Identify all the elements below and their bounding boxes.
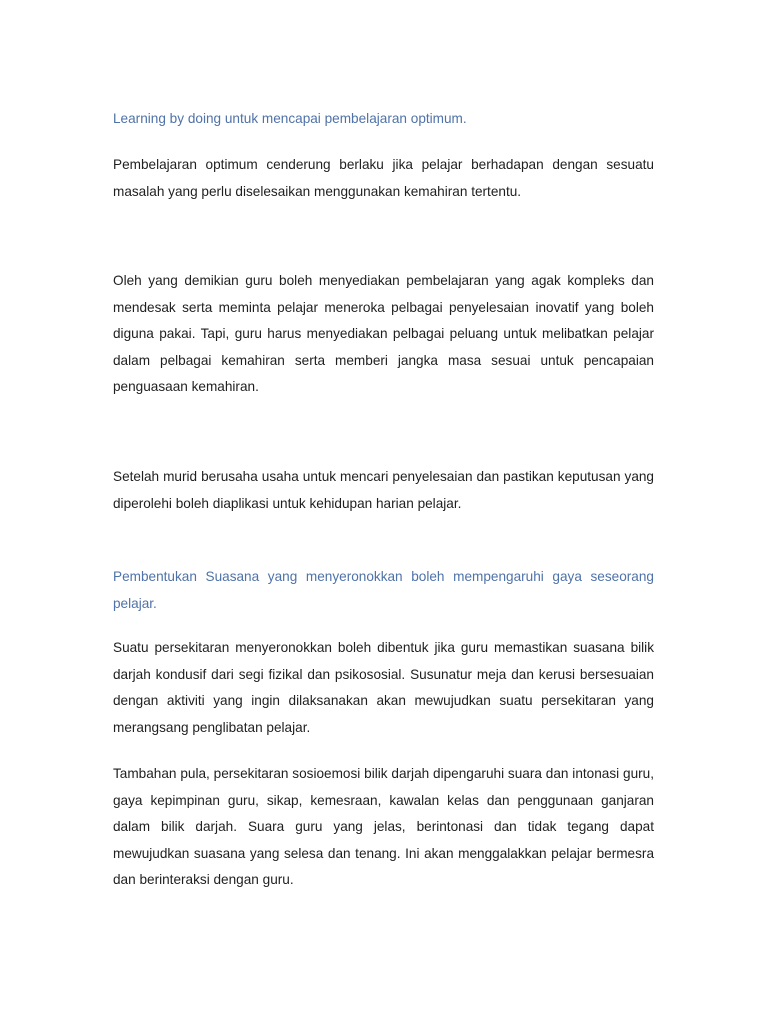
paragraph-oleh-yang-demikian: Oleh yang demikian guru boleh menyediakan pembelajaran yang agak kompleks dan mendesak serta meminta pelajar meneroka pelbagai penyelesaian inovatif yang boleh diguna pakai. Tapi, guru harus menyediakan pelbagai peluang untuk melibatkan pelajar dalam pelbagai kemahiran serta memberi jangka masa sesuai untuk pencapaian penguasaan kemahiran. <box>113 273 654 394</box>
document-page <box>113 0 654 1024</box>
heading-pembentukan-suasana: Pembentukan Suasana yang menyeronokkan boleh mempengaruhi gaya seseorang pelajar. <box>113 569 654 611</box>
paragraph-setelah-murid: Setelah murid berusaha usaha untuk mencari penyelesaian dan pastikan keputusan yang diperolehi boleh diaplikasi untuk kehidupan harian pelajar. <box>113 469 654 511</box>
paragraph-tambahan-pula: Tambahan pula, persekitaran sosioemosi bilik darjah dipengaruhi suara dan intonasi guru, gaya kepimpinan guru, sikap, kemesraan, kawalan kelas dan penggunaan ganjaran dalam bilik darjah. Suara guru yang jelas, berintonasi dan tidak tegang dapat mewujudkan suasana yang selesa dan tenang. Ini akan menggalakkan pelajar bermesra dan berinteraksi dengan guru. <box>113 766 654 887</box>
paragraph-suatu-persekitaran: Suatu persekitaran menyeronokkan boleh dibentuk jika guru memastikan suasana bilik darjah kondusif dari segi fizikal dan psikososial. Susunatur meja dan kerusi bersesuaian dengan aktiviti yang ingin dilaksanakan akan mewujudkan suatu persekitaran yang merangsang penglibatan pelajar. <box>113 640 654 735</box>
heading-learning-by-doing: Learning by doing untuk mencapai pembelajaran optimum. <box>113 111 467 126</box>
paragraph-pembelajaran-optimum: Pembelajaran optimum cenderung berlaku jika pelajar berhadapan dengan sesuatu masalah yang perlu diselesaikan menggunakan kemahiran tertentu. <box>113 157 654 199</box>
